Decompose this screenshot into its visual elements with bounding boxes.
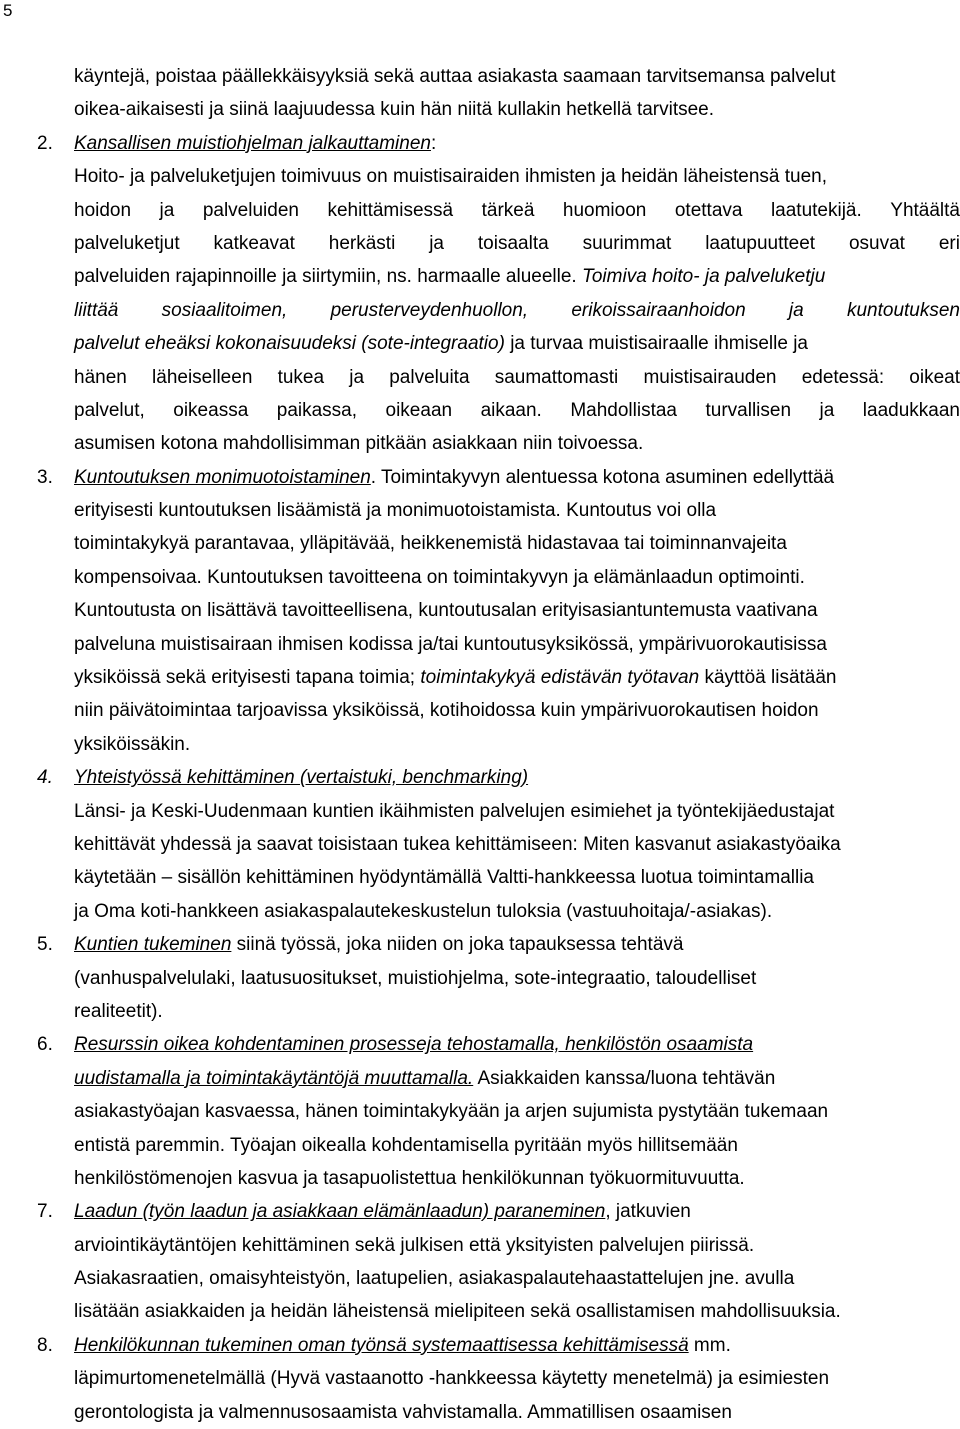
list-number: 4. <box>37 767 53 789</box>
text-line <box>0 1229 960 1262</box>
text-segment: (vanhuspalvelulaki, laatusuositukset, muistiohjelma, sote-integraatio, taloudelliset <box>74 967 757 989</box>
line-text: palvelut, oikeassa paikassa, oikeaan aikaan. Mahdollistaa turvallisen ja laadukkaan <box>74 399 960 421</box>
text-segment: yksiköissä sekä erityisesti tapana toimia; <box>74 667 421 689</box>
text-segment: erityisesti kuntoutuksen lisäämistä ja monimuotoistamista. Kuntoutus voi olla <box>74 500 717 522</box>
list-number: 3. <box>37 466 53 488</box>
text-segment: Yhteistyössä kehittäminen (vertaistuki, benchmarking) <box>74 767 529 789</box>
line-text <box>74 995 960 1028</box>
text-line <box>0 594 960 627</box>
text-line <box>0 861 960 894</box>
text-line <box>0 561 960 594</box>
text-segment: : <box>430 132 437 154</box>
text-line <box>0 1028 960 1061</box>
line-text <box>74 1162 960 1195</box>
text-segment: , jatkuvien <box>605 1201 691 1223</box>
line-text <box>74 60 960 93</box>
text-segment: ja turvaa muistisairaalle ihmiselle ja <box>504 333 808 355</box>
line-text <box>74 594 960 627</box>
text-segment: palvelut eheäksi kokonaisuudeksi (sote-integraatio) <box>74 333 505 355</box>
text-line <box>0 394 960 427</box>
page-number: 5 <box>3 1 13 20</box>
text-segment: Länsi- ja Keski-Uudenmaan kuntien ikäihmisten palvelujen esimiehet ja työntekijäedustajat <box>74 800 835 822</box>
text-line <box>0 194 960 227</box>
text-line <box>0 361 960 394</box>
text-segment: oikea-aikaisesti ja siinä laajuudessa kuin hän niitä kullakin hetkellä tarvitsee. <box>74 99 715 121</box>
line-text <box>74 694 960 727</box>
text-line <box>0 1195 960 1228</box>
text-line <box>0 60 960 93</box>
line-text <box>74 1195 960 1228</box>
line-text: palveluketjut katkeavat herkästi ja toisaalta suurimmat laatupuutteet osuvat eri <box>74 232 960 254</box>
line-text <box>74 1295 960 1328</box>
text-segment: Asiakkaiden kanssa/luona tehtävän <box>473 1067 776 1089</box>
text-segment: Hoito- ja palveluketjujen toimivuus on muistisairaiden ihmisten ja heidän läheistensä tuen, <box>74 166 828 188</box>
text-segment: kehittävät yhdessä ja saavat toisistaan tukea kehittämiseen: Miten kasvanut asiakastyöaika <box>74 833 841 855</box>
text-line <box>0 494 960 527</box>
text-line <box>0 1262 960 1295</box>
line-text <box>74 1129 960 1162</box>
line-text <box>74 427 960 460</box>
text-segment: asumisen kotona mahdollisimman pitkään asiakkaan niin toivoessa. <box>74 433 644 455</box>
text-segment: Kansallisen muistiohjelman jalkauttaminen <box>74 132 431 154</box>
text-segment: siinä työssä, joka niiden on joka tapauksessa tehtävä <box>231 934 684 956</box>
text-line <box>0 962 960 995</box>
text-line <box>0 294 960 327</box>
text-segment: niin päivätoimintaa tarjoavissa yksiköissä, kotihoidossa kuin ympärivuorokautisen hoidon <box>74 700 819 722</box>
text-segment: palveluiden rajapinnoille ja siirtymiin, ns. harmaalle alueelle. <box>74 266 582 288</box>
line-text <box>74 93 960 126</box>
line-text: hänen läheiselleen tukea ja palveluita saumattomasti muistisairauden edetessä: oikeat <box>74 366 960 388</box>
text-segment: toimintakykyä edistävän työtavan <box>420 667 700 689</box>
line-text <box>74 962 960 995</box>
line-text <box>74 728 960 761</box>
text-line <box>0 1129 960 1162</box>
text-segment: . Toimintakyvyn alentuessa kotona asuminen edellyttää <box>370 466 835 488</box>
line-text <box>74 828 960 861</box>
text-line <box>0 227 960 260</box>
text-segment: Toimiva hoito- ja palveluketju <box>582 266 826 288</box>
line-text <box>74 1229 960 1262</box>
text-line <box>0 1362 960 1395</box>
list-number: 7. <box>37 1201 53 1223</box>
line-text <box>74 461 960 494</box>
line-text <box>74 1095 960 1128</box>
text-line <box>0 127 960 160</box>
text-line <box>0 628 960 661</box>
text-line <box>0 828 960 861</box>
line-text <box>74 494 960 527</box>
text-segment: palveluna muistisairaan ihmisen kodissa ja/tai kuntoutusyksikössä, ympärivuorokautisissa <box>74 633 827 655</box>
text-segment: gerontologista ja valmennusosaamista vahvistamalla. Ammatillisen osaamisen <box>74 1401 732 1423</box>
text-line <box>0 761 960 794</box>
line-text <box>74 861 960 894</box>
text-line <box>0 928 960 961</box>
line-text <box>74 661 960 694</box>
document-body <box>0 60 960 1429</box>
text-line <box>0 461 960 494</box>
line-text <box>74 761 960 794</box>
line-text <box>74 160 960 193</box>
line-text <box>74 1362 960 1395</box>
text-line <box>0 728 960 761</box>
line-text <box>74 561 960 594</box>
text-segment: Kuntoutuksen monimuotoistaminen <box>74 466 371 488</box>
line-text <box>74 127 960 160</box>
line-text <box>74 1329 960 1362</box>
text-segment: käytetään – sisällön kehittäminen hyödyntämällä Valtti-hankkeessa luotua toimintamallia <box>74 867 814 889</box>
line-text <box>74 327 960 360</box>
list-number: 2. <box>37 132 53 154</box>
text-line <box>0 661 960 694</box>
line-text <box>74 628 960 661</box>
text-line <box>0 527 960 560</box>
text-segment: Laadun (työn laadun ja asiakkaan elämänlaadun) paraneminen <box>74 1201 606 1223</box>
text-segment: kompensoivaa. Kuntoutuksen tavoitteena on toimintakyvyn ja elämänlaadun optimointi. <box>74 566 805 588</box>
text-line <box>0 1396 960 1429</box>
text-segment: Henkilökunnan tukeminen oman työnsä systemaattisessa kehittämisessä <box>74 1334 689 1356</box>
text-line <box>0 795 960 828</box>
text-segment: uudistamalla ja toimintakäytäntöjä muuttamalla. <box>74 1067 474 1089</box>
text-line <box>0 427 960 460</box>
text-segment: käyttöä lisätään <box>699 667 837 689</box>
line-text <box>74 1396 960 1429</box>
text-segment: käyntejä, poistaa päällekkäisyyksiä sekä auttaa asiakasta saamaan tarvitsemansa palvelut <box>74 66 836 87</box>
text-segment: ja Oma koti-hankkeen asiakaspalautekeskustelun tuloksia (vastuuhoitaja/-asiakas). <box>74 900 773 922</box>
text-segment: lisätään asiakkaiden ja heidän läheistensä mielipiteen sekä osallistamisen mahdollisuuksia. <box>74 1301 841 1323</box>
text-segment: realiteetit). <box>74 1000 163 1022</box>
text-line <box>0 1162 960 1195</box>
text-segment: mm. <box>688 1334 731 1356</box>
text-segment: asiakastyöajan kasvaessa, hänen toimintakykyään ja arjen sujumista pystytään tukemaan <box>74 1101 829 1123</box>
text-segment: henkilöstömenojen kasvua ja tasapuolistettua henkilökunnan työkuormituvuutta. <box>74 1167 745 1189</box>
line-text: liittää sosiaalitoimen, perusterveydenhuollon, erikoissairaanhoidon ja kuntoutuksen <box>74 299 960 321</box>
text-line <box>0 260 960 293</box>
text-line <box>0 995 960 1028</box>
text-line <box>0 1295 960 1328</box>
text-segment: entistä paremmin. Työajan oikealla kohdentamisella pyritään myös hillitsemään <box>74 1134 738 1156</box>
line-text <box>74 928 960 961</box>
text-segment: arviointikäytäntöjen kehittäminen sekä julkisen että yksityisten palvelujen piirissä. <box>74 1234 755 1256</box>
text-line <box>0 160 960 193</box>
text-segment: yksiköissäkin. <box>74 733 191 755</box>
text-segment: läpimurtomenetelmällä (Hyvä vastaanotto -hankkeessa käytetty menetelmä) ja esimiesten <box>74 1368 830 1390</box>
line-text <box>74 1028 960 1061</box>
text-line <box>0 327 960 360</box>
text-line <box>0 694 960 727</box>
list-number: 5. <box>37 934 53 956</box>
line-text <box>74 527 960 560</box>
text-line <box>0 1329 960 1362</box>
text-line <box>0 93 960 126</box>
text-segment: Resurssin oikea kohdentaminen prosesseja tehostamalla, henkilöstön osaamista <box>74 1034 754 1056</box>
line-text <box>74 795 960 828</box>
text-line <box>0 1062 960 1095</box>
text-segment: Kuntoutusta on lisättävä tavoitteellisena, kuntoutusalan erityisasiantuntemusta vaativana <box>74 600 818 622</box>
text-segment: Asiakasraatien, omaisyhteistyön, laatupelien, asiakaspalautehaastattelujen jne. avulla <box>74 1268 795 1290</box>
line-text <box>74 1262 960 1295</box>
text-line <box>0 895 960 928</box>
line-text: hoidon ja palveluiden kehittämisessä tärkeä huomioon otettava laatutekijä. Yhtäältä <box>74 199 960 221</box>
list-number: 8. <box>37 1334 53 1356</box>
text-line <box>0 1095 960 1128</box>
list-number: 6. <box>37 1034 53 1056</box>
text-segment: Kuntien tukeminen <box>74 934 232 956</box>
text-segment: toimintakykyä parantavaa, ylläpitävää, heikkenemistä hidastavaa tai toiminnanvajeita <box>74 533 787 555</box>
line-text <box>74 1062 960 1095</box>
line-text <box>74 895 960 928</box>
line-text <box>74 260 960 293</box>
